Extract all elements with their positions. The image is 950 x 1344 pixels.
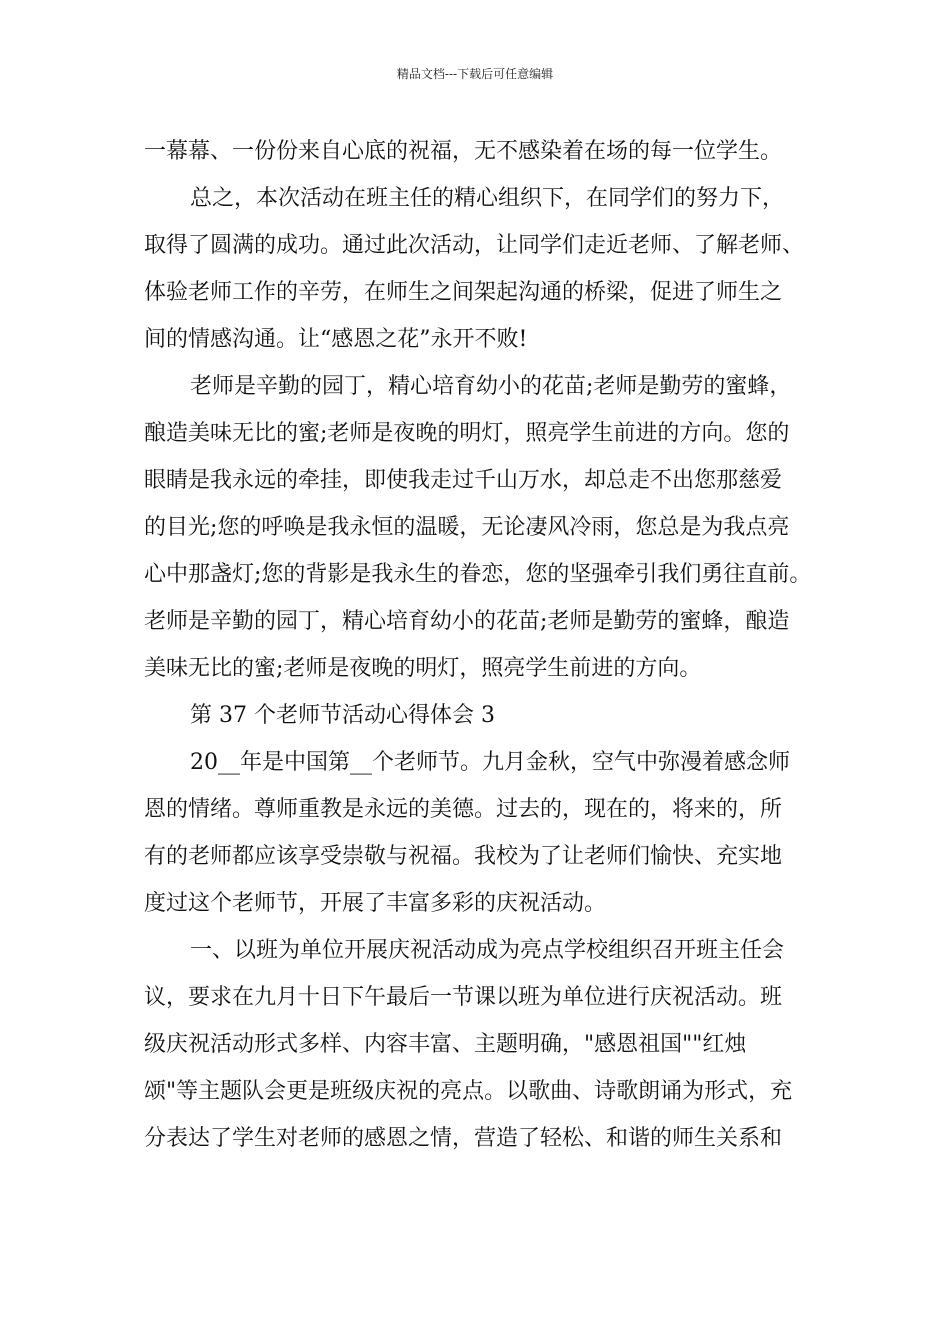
- text-line: 酿造美味无比的蜜;老师是夜晚的明灯，照亮学生前进的方向。您的: [144, 421, 790, 446]
- document-body: [144, 128, 824, 1162]
- text-line: 级庆祝活动形式多样、内容丰富、主题明确，"感恩祖国""红烛: [144, 1032, 747, 1057]
- text-line: 心中那盏灯;您的背影是我永生的眷恋，您的坚强牵引我们勇往直前。: [144, 562, 812, 587]
- text-line: 总之，本次活动在班主任的精心组织下，在同学们的努力下，: [190, 186, 785, 211]
- paragraph: [144, 739, 824, 927]
- text-line: 间的情感沟通。让“感恩之花”永开不败!: [144, 327, 528, 352]
- text-line: 的目光;您的呼唤是我永恒的温暖，无论凄风冷雨，您总是为我点亮: [144, 515, 790, 540]
- text-line: 分表达了学生对老师的感恩之情，营造了轻松、和谐的师生关系和: [144, 1126, 783, 1151]
- paragraph: [144, 692, 824, 739]
- paragraph: [144, 175, 824, 363]
- text-line: 有的老师都应该享受崇敬与祝福。我校为了让老师们愉快、充实地: [144, 844, 783, 869]
- text-line: 体验老师工作的辛劳，在师生之间架起沟通的桥梁，促进了师生之: [144, 280, 783, 305]
- text-line: 老师是辛勤的园丁，精心培育幼小的花苗;老师是勤劳的蜜蜂，: [190, 374, 792, 399]
- text-line: 恩的情绪。尊师重教是永远的美德。过去的，现在的，将来的，所: [144, 797, 783, 822]
- paragraph: [144, 363, 824, 692]
- text-line: 一幕幕、一份份来自心底的祝福，无不感染着在场的每一位学生。: [144, 139, 783, 164]
- paragraph: [144, 927, 824, 1162]
- page-header: 精品文档---下载后可任意编辑: [396, 67, 554, 81]
- text-line: 老师是辛勤的园丁，精心培育幼小的花苗;老师是勤劳的蜜蜂，酿造: [144, 609, 790, 634]
- text-line: 取得了圆满的成功。通过此次活动，让同学们走近老师、了解老师、: [144, 233, 805, 258]
- text-line: 议，要求在九月十日下午最后一节课以班为单位进行庆祝活动。班: [144, 985, 783, 1010]
- paragraph: [144, 128, 824, 175]
- text-line: 眼睛是我永远的牵挂，即使我走过千山万水，却总走不出您那慈爱: [144, 468, 783, 493]
- text-line: 美味无比的蜜;老师是夜晚的明灯，照亮学生前进的方向。: [144, 656, 702, 681]
- text-line: 度过这个老师节，开展了丰富多彩的庆祝活动。: [144, 891, 607, 916]
- text-line: 颂"等主题队会更是班级庆祝的亮点。以歌曲、诗歌朗诵为形式，充: [144, 1079, 793, 1104]
- text-line: 20__年是中国第__个老师节。九月金秋，空气中弥漫着感念师: [190, 750, 790, 775]
- text-line: 第 37 个老师节活动心得体会 3: [190, 703, 495, 728]
- text-line: 一、以班为单位开展庆祝活动成为亮点学校组织召开班主任会: [190, 938, 785, 963]
